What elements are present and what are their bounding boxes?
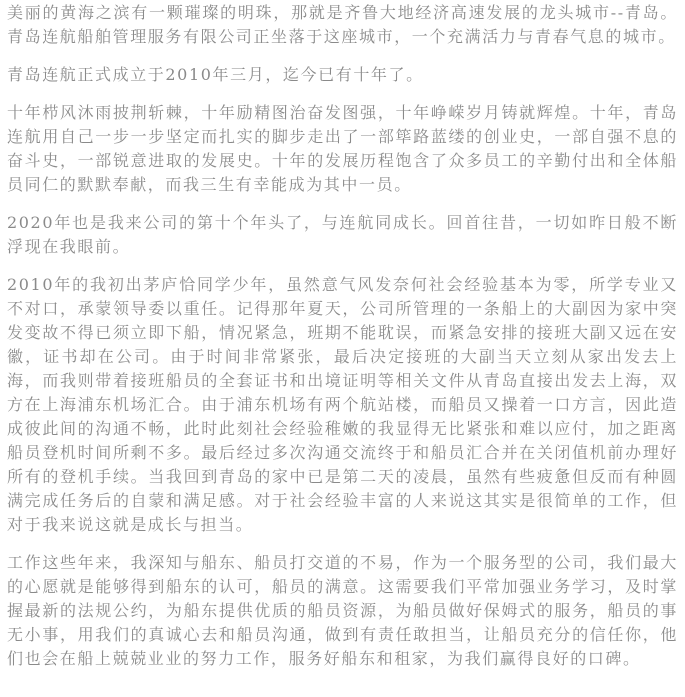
paragraph-2010-story: 2010年的我初出茅庐恰同学少年，虽然意气风发奈何社会经验基本为零，所学专业又不对口，承蒙领导委以重任。记得那年夏天，公司所管理的一条船上的大副因为家中突发变故不得已须立即下船，情况紧急，班期不能耽误，而紧急安排的接班大副又远在安徽，证书却在公司。由于时间非常紧张，最后决定接班的大副当天立刻从家出发去上海，而我则带着接班船员的全套证书和出境证明等相关文件从青岛直接出发去上海，双方在上海浦东机场汇合。由于浦东机场有两个航站楼，而船员又操着一口方言，因此造成彼此间的沟通不畅，此时此刻社会经验稚嫩的我显得无比紧张和难以应付，加之距离船员登机时间所剩不多。最后经过多次沟通交流终于和船员汇合并在关闭值机前办理好所有的登机手续。当我回到青岛的家中已是第二天的凌晨，虽然有些疲惫但反而有种圆满完成任务后的自蒙和满足感。对于社会经验丰富的人来说这其实是很简单的工作，但对于我来说这就是成长与担当。 (7, 275, 678, 534)
paragraph-intro: 美丽的黄海之滨有一颗璀璨的明珠，那就是齐鲁大地经济高速发展的龙头城市--青岛。青岛连航船舶管理服务有限公司正坐落于这座城市，一个充满活力与青春气息的城市。 (7, 3, 678, 46)
paragraph-work-reflection: 工作这些年来，我深知与船东、船员打交道的不易，作为一个服务型的公司，我们最大的心愿就是能够得到船东的认可，船员的满意。这需要我们平常加强业务学习，及时掌握最新的法规公约，为船东提供优质的船员资源，为船员做好保姆式的服务，船员的事无小事，用我们的真诚心去和船员沟通，做到有责任敢担当，让船员充分的信任你，他们也会在船上兢兢业业的努力工作，服务好船东和租家，为我们赢得良好的口碑。 (7, 553, 678, 668)
paragraph-decade-review: 十年栉风沐雨披荆斩棘，十年励精图治奋发图强，十年峥嵘岁月铸就辉煌。十年，青岛连航用自己一步一步坚定而扎实的脚步走出了一部筚路蓝缕的创业史，一部自强不息的奋斗史，一部锐意进取的发展史。十年的发展历程饱含了众多员工的辛勤付出和全体船员同仁的默默奉献，而我三生有幸能成为其中一员。 (7, 103, 678, 194)
paragraph-founding: 青岛连航正式成立于2010年三月，迄今已有十年了。 (7, 65, 424, 84)
paragraph-tenth-year: 2020年也是我来公司的第十个年头了，与连航同成长。回首往昔，一切如昨日般不断浮现在我眼前。 (7, 213, 678, 256)
